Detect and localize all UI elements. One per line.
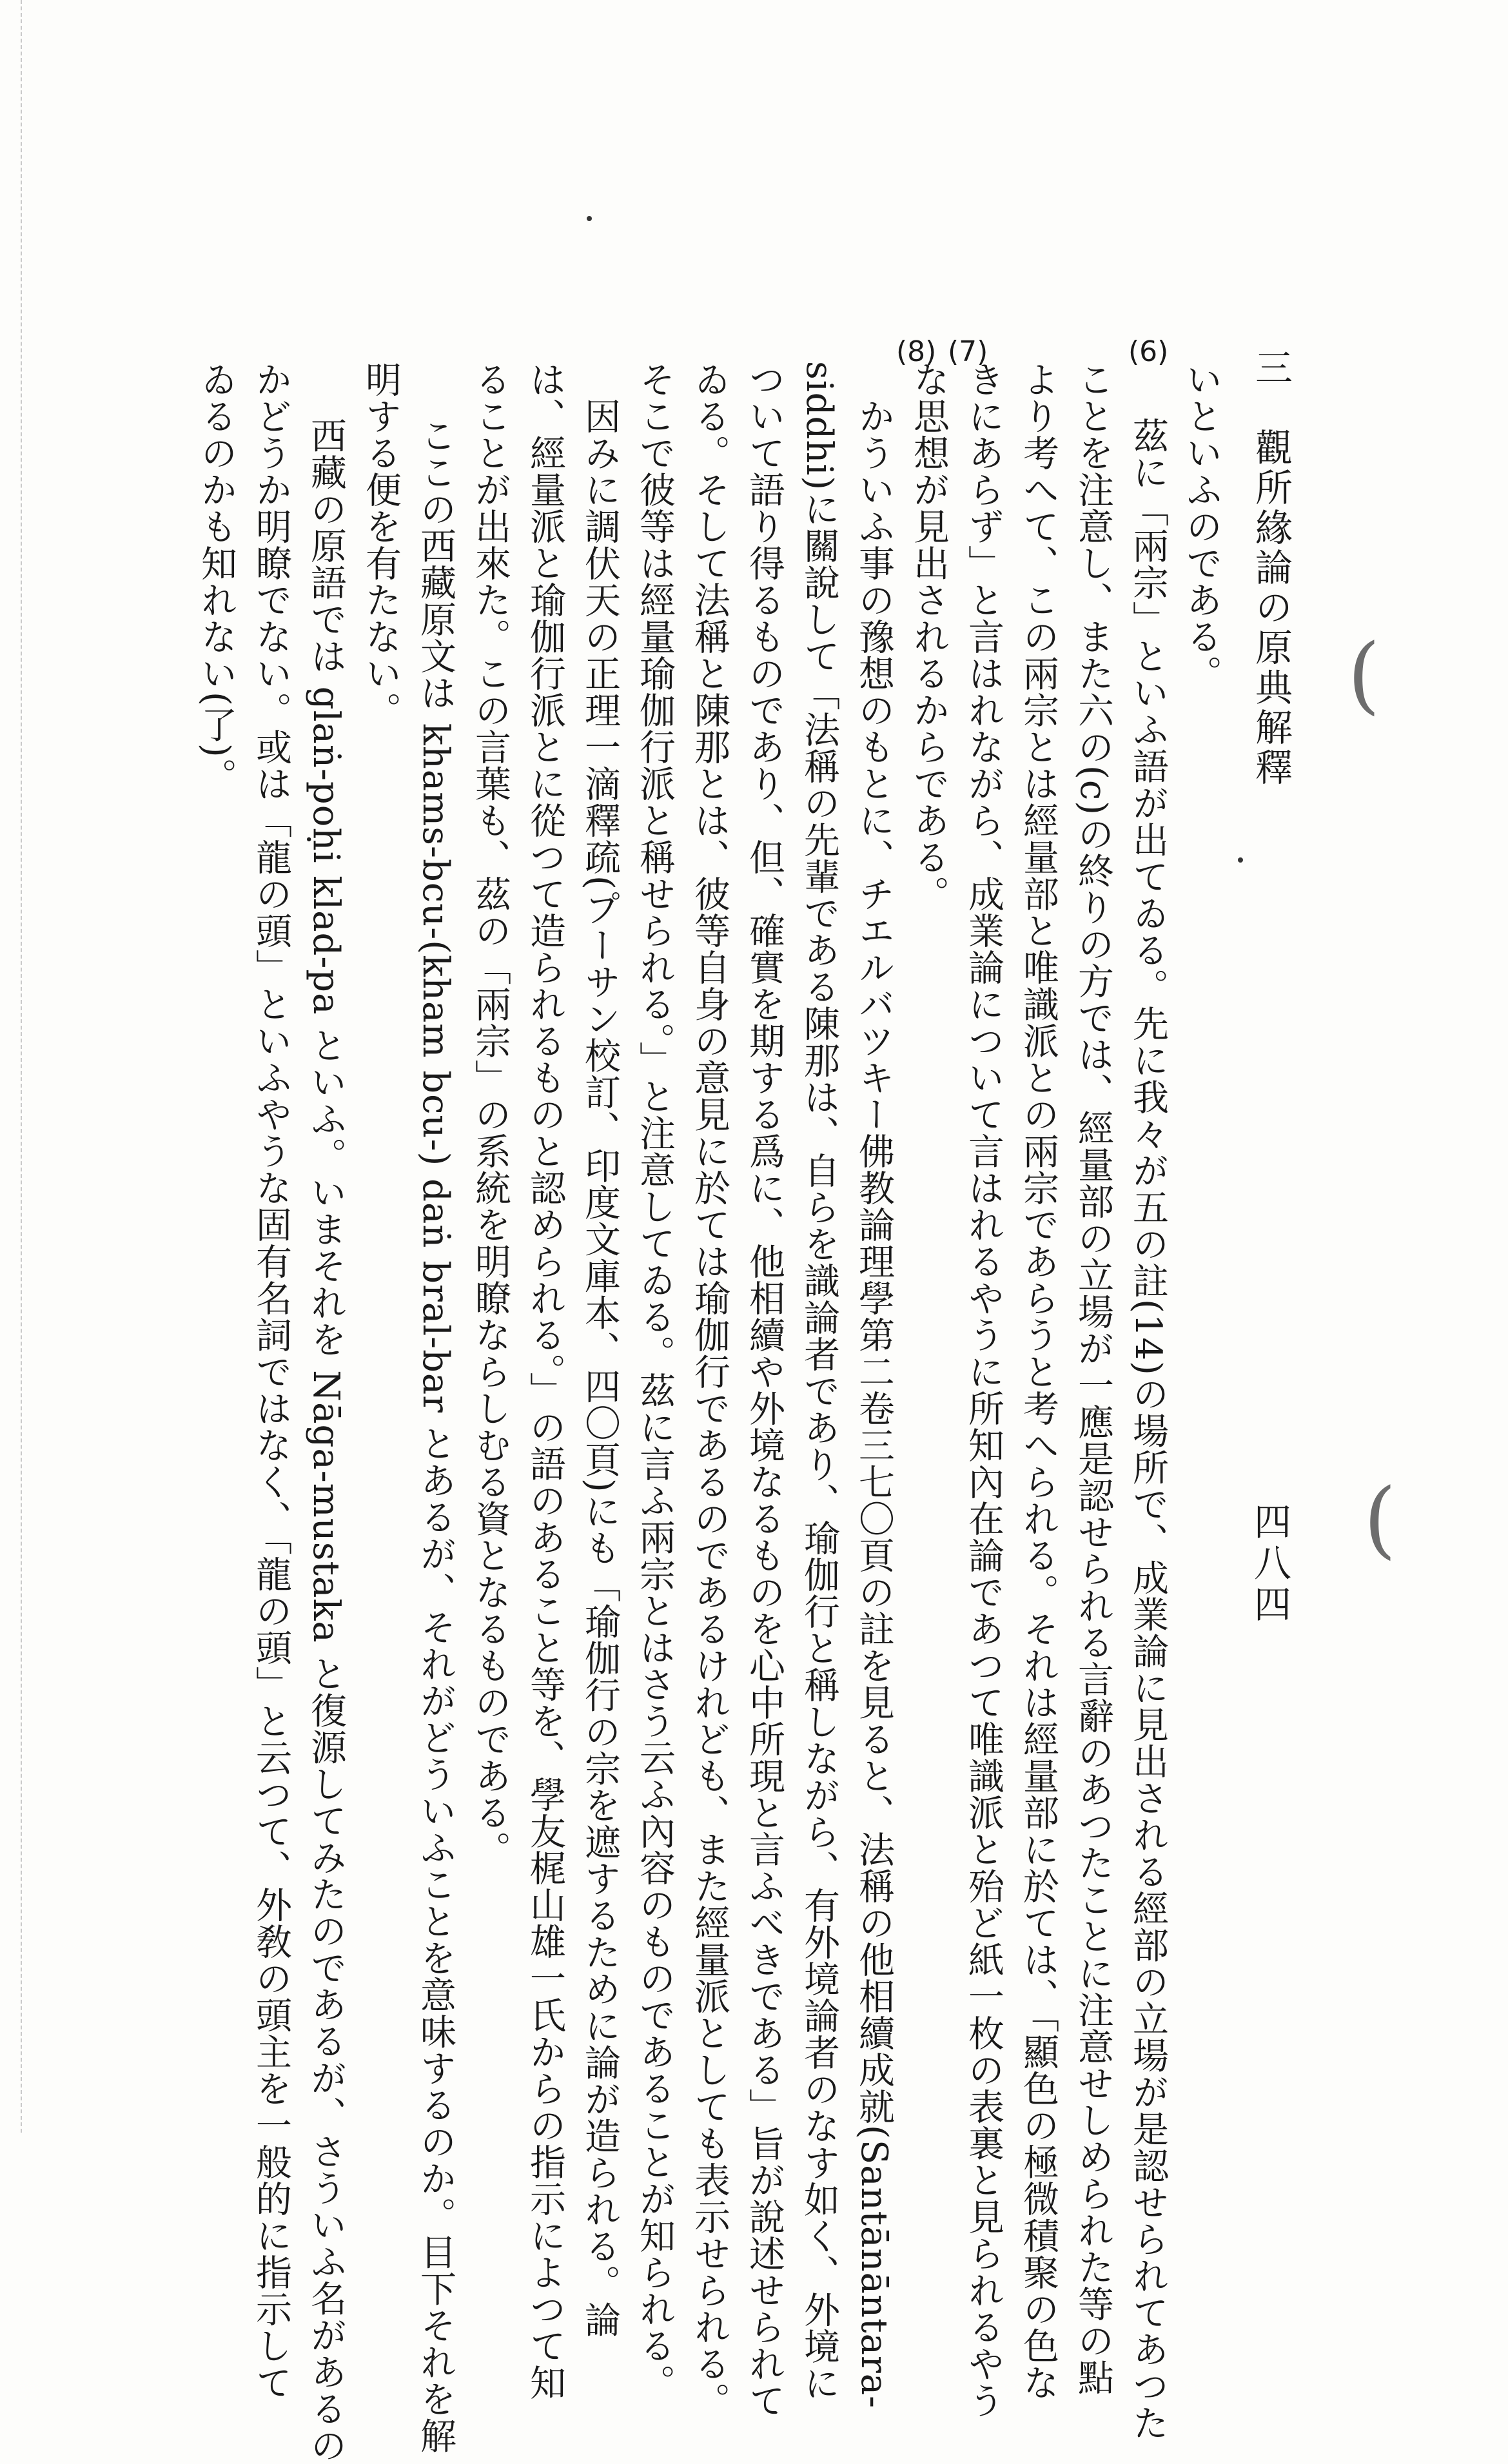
running-head: 三 觀所緣論の原典解釋 bbox=[1249, 348, 1293, 788]
text-line: いといふのである。 bbox=[1180, 361, 1222, 692]
text-line: な思想が見出されるからである。 bbox=[908, 361, 950, 912]
text-line: 明する便を有たない。 bbox=[360, 361, 402, 728]
text-line: は、經量派と瑜伽行派とに從つて造られるものと認められる。」の語のあること等を、學友梶山雄一氏からの指示によつて知 bbox=[524, 361, 566, 2401]
text-line: かういふ事の豫想のもとに、チエルバツキー佛教論理學第二卷三七〇頁の註を見ると、法稱の他相續成就(Santānāntara- bbox=[853, 361, 895, 2409]
text-line: ることが出來た。この言葉も、茲の「兩宗」の系統を明瞭ならしむる資となるものである。 bbox=[469, 361, 511, 1868]
margin-paren-mark: ( bbox=[1347, 625, 1380, 723]
text-line: 西藏の原語では glaṅ-poḥi klad-pa といふ。いまそれを Nāga-mustaka と復源してみたのであるが、さういふ名があるの bbox=[305, 380, 347, 2464]
text-line: ことを注意し、また六の(c)の終りの方では、經量部の立場が一應是認せられる言辭のあつたことに注意せしめられた等の點 bbox=[1072, 361, 1114, 2396]
text-line: かどうか明瞭でない。或は「龍の頭」といふやうな固有名詞ではなく、「龍の頭」と云つて、外敎の頭主を一般的に指示して bbox=[250, 361, 292, 2401]
margin-paren-mark: ( bbox=[1364, 1470, 1396, 1568]
note-label-8: (8) bbox=[896, 335, 937, 368]
text-line: そこで彼等は經量瑜伽行派と稱せられる。」と注意してゐる。茲に言ふ兩宗とはさう云ふ內容のものであることが知られる。 bbox=[634, 361, 676, 2401]
text-line: きにあらず」と言はれながら、成業論について言はれるやうに所知內在論であつて唯識派と殆ど紙一枚の表裏と見られるやう bbox=[963, 361, 1004, 2419]
note-label-7: (7) bbox=[948, 335, 988, 368]
binding-edge bbox=[0, 0, 22, 2133]
text-line: siddhi)に關說して「法稱の先輩である陳那は、自らを識論者であり、瑜伽行と稱しながら、有外境論者のなす如く、外境に bbox=[798, 361, 840, 2402]
text-line: より考へて、この兩宗とは經量部と唯識派との兩宗であらうと考へられる。それは經量部に於ては、「顯色の極微積聚の色な bbox=[1017, 361, 1059, 2401]
text-line: ついて語り得るものであり、但、確實を期する爲に、他相續や外境なるものを心中所現と言ふべきである」旨が說述せられて bbox=[743, 361, 785, 2419]
print-speck bbox=[1238, 857, 1243, 863]
page-number: 四八四 bbox=[1248, 1502, 1291, 1626]
text-line: ここの西藏原文は khams-bcu-(kham bcu-) daṅ bral-bar とあるが、それがどういふことを意味するのか。目下それを解 bbox=[415, 380, 456, 2454]
text-line: 茲に「兩宗」といふ語が出てゐる。先に我々が五の註(14)の場所で、成業論に見出される經部の立場が是認せられてあつた bbox=[1127, 380, 1169, 2441]
text-line: 因みに調伏天の正理一滴釋疏(プーサン校訂、印度文庫本、四〇頁)にも「瑜伽行の宗を遮するために論が造られる。論 bbox=[579, 361, 621, 2338]
note-label-6: (6) bbox=[1128, 335, 1169, 368]
print-speck bbox=[587, 216, 592, 221]
text-line: ゐるのかも知れない(了)。 bbox=[195, 361, 237, 795]
text-line: ゐる。そして法稱と陳那とは、彼等自身の意見に於ては瑜伽行であるのであるけれども、また經量派としても表示せられる。 bbox=[689, 361, 730, 2419]
